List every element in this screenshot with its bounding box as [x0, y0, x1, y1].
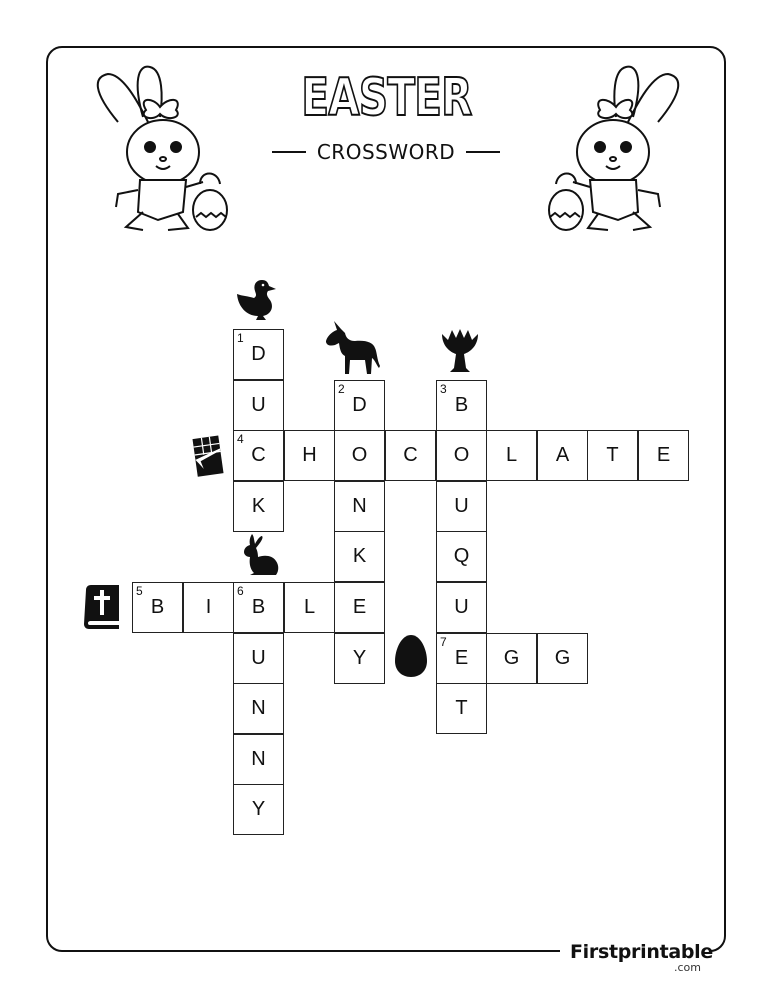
cell-letter: N	[251, 697, 266, 719]
cell-letter: G	[554, 647, 571, 669]
cell-letter: C	[403, 444, 418, 466]
chocolate-icon	[192, 434, 226, 478]
cell-letter: T	[455, 697, 468, 719]
crossword-cell[interactable]	[132, 582, 183, 633]
bunny-icon	[238, 533, 280, 577]
crossword-cell[interactable]	[233, 582, 284, 633]
crossword-cell[interactable]	[436, 582, 487, 633]
crossword-cell[interactable]	[334, 582, 385, 633]
clue-number: 2	[338, 382, 345, 396]
cell-letter: Q	[453, 545, 470, 567]
crossword-cell[interactable]	[436, 481, 487, 532]
bunny-illustration-right-icon	[528, 62, 688, 234]
cell-letter: L	[505, 444, 518, 466]
crossword-cell[interactable]	[233, 784, 284, 835]
crossword-cell[interactable]	[334, 481, 385, 532]
clue-number: 7	[440, 635, 447, 649]
duck-icon	[236, 276, 282, 322]
bouquet-icon	[440, 328, 480, 374]
crossword-cell[interactable]	[638, 430, 689, 481]
cell-letter: C	[251, 444, 266, 466]
cell-letter: A	[555, 444, 570, 466]
crossword-cell[interactable]	[233, 734, 284, 785]
crossword-cell[interactable]	[436, 380, 487, 431]
cell-letter: D	[251, 343, 266, 365]
cell-letter: Y	[352, 647, 367, 669]
cell-letter: Y	[251, 798, 266, 820]
crossword-cell[interactable]	[233, 633, 284, 684]
bible-icon	[83, 585, 121, 631]
crossword-cell[interactable]	[233, 481, 284, 532]
cell-letter: U	[251, 394, 266, 416]
crossword-cell[interactable]	[436, 430, 487, 481]
bunny-illustration-left-icon	[88, 62, 248, 234]
subtitle-row	[272, 140, 500, 164]
crossword-cell[interactable]	[587, 430, 638, 481]
divider	[466, 151, 500, 153]
crossword-cell[interactable]	[486, 430, 537, 481]
crossword-cell[interactable]	[233, 380, 284, 431]
cell-letter: E	[352, 596, 367, 618]
crossword-cell[interactable]	[436, 683, 487, 734]
clue-number: 5	[136, 584, 143, 598]
crossword-cell[interactable]	[233, 683, 284, 734]
crossword-cell[interactable]	[334, 633, 385, 684]
cell-letter: E	[656, 444, 671, 466]
crossword-cell[interactable]	[233, 329, 284, 380]
crossword-cell[interactable]	[537, 430, 588, 481]
cell-letter: D	[352, 394, 367, 416]
clue-number: 4	[237, 432, 244, 446]
crossword-cell[interactable]	[436, 633, 487, 684]
clue-number: 6	[237, 584, 244, 598]
cell-letter: U	[454, 596, 469, 618]
clue-number: 1	[237, 331, 244, 345]
crossword-cell[interactable]	[284, 430, 335, 481]
crossword-cell[interactable]	[334, 531, 385, 582]
crossword-cell[interactable]	[334, 380, 385, 431]
cell-letter: G	[503, 647, 520, 669]
crossword-cell[interactable]	[436, 531, 487, 582]
cell-letter: N	[251, 748, 266, 770]
donkey-icon	[325, 320, 381, 375]
brand-domain: .com	[674, 961, 701, 974]
page-subtitle: CROSSWORD	[316, 140, 456, 164]
crossword-cell[interactable]	[334, 430, 385, 481]
crossword-cell[interactable]	[284, 582, 335, 633]
cell-letter: U	[454, 495, 469, 517]
cell-letter: B	[150, 596, 165, 618]
cell-letter: K	[352, 545, 367, 567]
crossword-cell[interactable]	[385, 430, 436, 481]
cell-letter: N	[352, 495, 367, 517]
crossword-cell[interactable]	[537, 633, 588, 684]
crossword-cell[interactable]	[233, 430, 284, 481]
cell-letter: O	[351, 444, 368, 466]
cell-letter: B	[454, 394, 469, 416]
cell-letter: U	[251, 647, 266, 669]
egg-icon	[394, 634, 428, 678]
cell-letter: T	[606, 444, 619, 466]
divider	[272, 151, 306, 153]
clue-number: 3	[440, 382, 447, 396]
cell-letter: O	[453, 444, 470, 466]
crossword-cell[interactable]	[183, 582, 234, 633]
cell-letter: K	[251, 495, 266, 517]
cell-letter: E	[454, 647, 469, 669]
page-title: EASTER	[301, 68, 472, 128]
brand-logo: Firstprintable	[570, 941, 713, 963]
cell-letter: H	[302, 444, 317, 466]
cell-letter: L	[303, 596, 316, 618]
cell-letter: I	[205, 596, 212, 618]
cell-letter: B	[251, 596, 266, 618]
crossword-cell[interactable]	[486, 633, 537, 684]
